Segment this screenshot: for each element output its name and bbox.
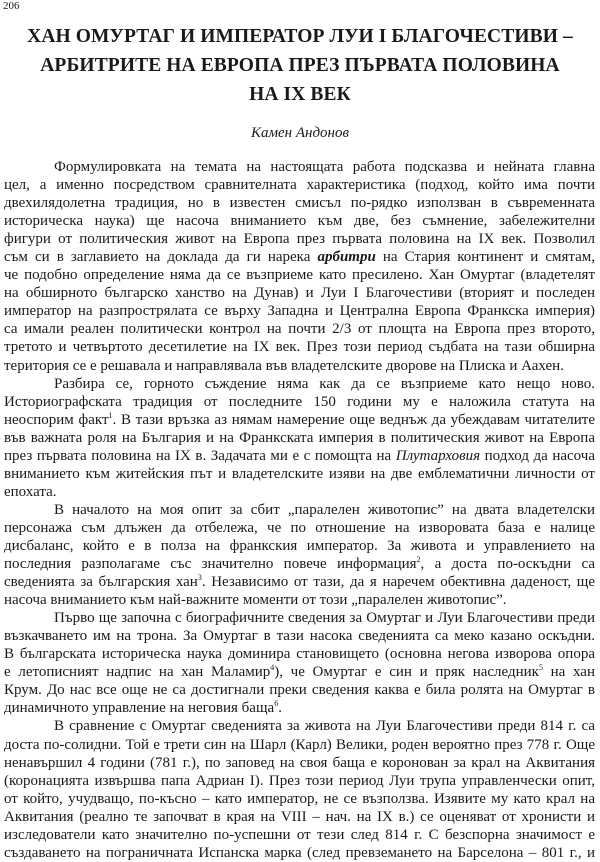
article-body bbox=[4, 158, 595, 862]
text-line: доста по-солидни. Той е трети син на Шарл (Карл) Велики, роден вероятно през 778 г. Още bbox=[4, 736, 595, 753]
text-line: император на разпрострялата се върху Западна и Централна Европа Франкска империя) bbox=[4, 303, 595, 320]
text-run: през първата половина на IX в. Задачата ми е с помощта на bbox=[4, 447, 396, 464]
page-number: 206 bbox=[3, 0, 20, 12]
title-line: ХАН ОМУРТАГ И ИМПЕРАТОР ЛУИ I БЛАГОЧЕСТИВИ – bbox=[27, 26, 573, 47]
text-line: историческа наука) ще насоча вниманието към две, без съмнение, забележителни bbox=[4, 213, 595, 230]
text-run: съм си в заглавието на доклада да ги нарека bbox=[4, 249, 318, 266]
text-line: територия се е решавала и направлявала във владетелските дворове на Плиска и Аахен. bbox=[4, 357, 564, 374]
text-run: сведенията за българския хан bbox=[4, 574, 198, 591]
text-run: динамичното управление на неговия баща bbox=[4, 700, 275, 717]
text-run: . В тази връзка аз нямам намерение още веднъж да убеждавам читателите bbox=[112, 411, 595, 428]
text-line: възкачването им на трона. За Омуртаг в тази насока сведенията са меко казано оскъдни. bbox=[4, 628, 595, 645]
paragraph bbox=[4, 717, 595, 861]
text-line bbox=[4, 248, 595, 266]
title-line: АРБИТРИТЕ НА ЕВРОПА ПРЕЗ ПЪРВАТА ПОЛОВИНА bbox=[40, 55, 560, 76]
text-run: на хан bbox=[542, 664, 595, 681]
text-line bbox=[4, 663, 595, 681]
text-run: подход да насоча bbox=[480, 447, 595, 464]
emphasis-arbitri: арбитри bbox=[317, 249, 376, 266]
footnote-ref[interactable]: 4 bbox=[270, 663, 275, 673]
text-run: неоспорим факт bbox=[4, 411, 109, 428]
text-line: (коронацията извършва папа Адриан I). През този период Луи трупа управленчески опит, bbox=[4, 772, 595, 789]
text-line: епохата. bbox=[4, 483, 57, 500]
text-line: насоча вниманието към най-важните моменти от този „паралелен животопис”. bbox=[4, 592, 507, 609]
text-line: Историографската традиция от последните 150 години му е наложила статута на bbox=[4, 393, 595, 410]
text-line bbox=[4, 447, 595, 465]
text-line: Аквитания (реално те започват в края на VIII – нач. на IX в.) се оценяват от хронисти и bbox=[4, 808, 595, 825]
text-line bbox=[4, 699, 595, 717]
text-line: създаването на пограничната Испанска марка (след превземането на Барселона – 801 г., и bbox=[4, 844, 595, 861]
text-run: ), че Омуртаг е син и пряк наследник bbox=[274, 664, 539, 681]
text-line: Крум. До нас все още не са достигнали преки сведения каква е била ролята на Омуртаг в bbox=[4, 682, 595, 699]
text-line: във важната роля на България и на Франкската империя в политическия живот на Европа bbox=[4, 429, 595, 446]
paragraph bbox=[4, 609, 595, 717]
footnote-ref[interactable]: 2 bbox=[416, 555, 421, 565]
text-line: дисбаланс, който е в полза на франкския император. За живота и управлението на bbox=[4, 537, 595, 554]
article-title bbox=[0, 22, 600, 109]
footnote-ref[interactable]: 6 bbox=[274, 699, 279, 709]
text-line: че подобно определение няма да се възприеме като пресилено. Хан Омуртаг (владетелят bbox=[4, 267, 595, 284]
text-line: В началото на моя опит за сбит „паралелен животопис” на двата владетелски bbox=[54, 501, 595, 518]
text-line: са имали реален политически контрол на почти 2/3 от площта на Европа през второто, bbox=[4, 321, 595, 338]
paragraph bbox=[4, 375, 595, 501]
text-run: , а доста по-оскъдни са bbox=[420, 556, 595, 573]
text-line: третото и четвъртото десетилетие на IX век. През този период съдбата на тази обширна bbox=[4, 339, 595, 356]
footnote-ref[interactable]: 5 bbox=[538, 663, 543, 673]
text-run: на Стария континент и смятам, bbox=[375, 249, 596, 266]
text-line: от който, учудващо, по-късно – като император, не се възползва. Изявите му като крал на bbox=[4, 790, 595, 807]
text-run: е летописният надпис на хан Маламир bbox=[4, 664, 271, 681]
author-name: Камен Андонов bbox=[250, 125, 350, 141]
text-line: Формулировката на темата на настоящата работа подсказва и нейната главна bbox=[54, 159, 595, 175]
text-line bbox=[4, 573, 595, 591]
text-line: персонажа съм длъжен да отбележа, че по отношение на изворовата база е налице bbox=[4, 519, 595, 536]
text-line: фигури от политическия живот на Европа през първата половина на IX век. Позволил bbox=[4, 231, 595, 248]
text-line bbox=[4, 555, 595, 573]
text-run: последния разполагаме със значително повече информация bbox=[4, 556, 417, 573]
text-line bbox=[4, 411, 595, 429]
text-line: ненавършил 4 години (781 г.), по заповед на своя баща е коронован за крал на Аквитания bbox=[4, 754, 595, 771]
text-line: двехилядолетна традиция, но в известен смисъл по-рядко използван в съвременната bbox=[4, 195, 595, 212]
footnote-ref[interactable]: 3 bbox=[197, 573, 202, 583]
emphasis-plutarch: Плутарховия bbox=[395, 447, 481, 464]
paragraph bbox=[4, 158, 595, 375]
text-line: изследователи като значително по-успешни от тези след 814 г. С безспорна значимост е bbox=[4, 826, 595, 843]
text-line: цел, а именно посредством сравнителната характеристика (подход, който има почти bbox=[4, 177, 595, 194]
text-line: В българската историческа наука доминира становището (основна негова изворова опора bbox=[4, 646, 595, 663]
text-line: вниманието към житейския път и владетелските изяви на две емблематични личности от bbox=[4, 465, 595, 482]
paragraph bbox=[4, 501, 595, 609]
text-line: Първо ще започна с биографичните сведения за Омуртаг и Луи Благочестиви преди bbox=[54, 610, 595, 627]
text-line: Разбира се, горното съждение няма как да се възприеме като нещо ново. bbox=[54, 375, 595, 392]
text-line: на обширното българско ханство на Дунав) и Луи I Благочестиви (вторият и последен bbox=[4, 285, 595, 302]
footnote-ref[interactable]: 1 bbox=[108, 410, 113, 420]
title-line: НА IX ВЕК bbox=[249, 84, 351, 105]
text-run: . bbox=[278, 700, 282, 717]
text-line: В сравнение с Омуртаг сведенията за живота на Луи Благочестиви преди 814 г. са bbox=[54, 718, 595, 735]
text-run: . Независимо от тази, да я наречем обективна даденост, ще bbox=[201, 574, 595, 591]
